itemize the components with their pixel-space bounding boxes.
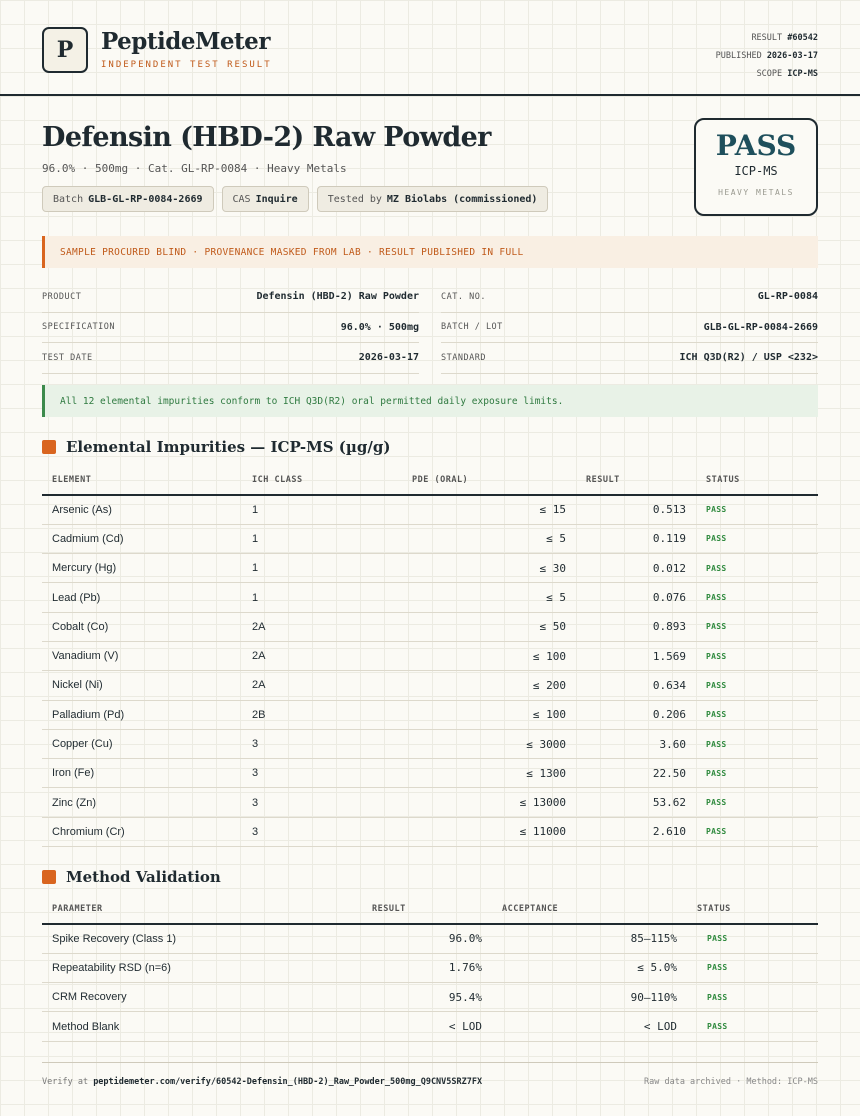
table-row — [42, 729, 818, 758]
stamp-verdict: PASS — [715, 129, 797, 162]
table-header-row — [42, 895, 818, 924]
pde-limit: ≤ 30 — [402, 554, 576, 583]
pde-limit: ≤ 5 — [402, 583, 576, 612]
ich-class: 3 — [242, 729, 402, 758]
acceptance-range: 85–115% — [492, 924, 687, 953]
status-badge: PASS — [696, 495, 818, 524]
validation-heading: Method Validation — [42, 868, 221, 886]
logo-mark: P — [42, 27, 88, 73]
info-row-test-date: TEST DATE 2026-03-17 — [42, 343, 419, 374]
result-value: 96.0% — [292, 924, 492, 953]
table-row — [42, 759, 818, 788]
element-name: Cadmium (Cd) — [42, 524, 242, 553]
element-name: Lead (Pb) — [42, 583, 242, 612]
result-value: 22.50 — [576, 759, 696, 788]
result-value: 0.206 — [576, 700, 696, 729]
table-row — [42, 583, 818, 612]
element-name: Copper (Cu) — [42, 729, 242, 758]
column-header: PDE (ORAL) — [402, 466, 576, 495]
element-name: Arsenic (As) — [42, 495, 242, 524]
ich-class: 2A — [242, 671, 402, 700]
element-name: Zinc (Zn) — [42, 788, 242, 817]
section-marker-icon — [42, 440, 56, 454]
column-header: STATUS — [696, 466, 818, 495]
table-row — [42, 1012, 818, 1041]
batch-chip: Batch GLB-GL-RP-0084-2669 — [42, 186, 214, 212]
column-header: ICH CLASS — [242, 466, 402, 495]
product-chips — [42, 186, 548, 212]
table-row — [42, 495, 818, 524]
table-row — [42, 524, 818, 553]
table-row — [42, 671, 818, 700]
element-name: Vanadium (V) — [42, 641, 242, 670]
status-badge: PASS — [696, 817, 818, 846]
parameter-name: Spike Recovery (Class 1) — [42, 924, 292, 953]
column-header: ACCEPTANCE — [492, 895, 687, 924]
table-row — [42, 953, 818, 982]
info-row-specification: SPECIFICATION 96.0% · 500mg — [42, 313, 419, 344]
footer-note: Raw data archived · Method: ICP-MS — [644, 1077, 818, 1087]
pde-limit: ≤ 100 — [402, 641, 576, 670]
result-id-line: RESULT #60542 — [751, 33, 818, 43]
product-subtitle: 96.0% · 500mg · Cat. GL-RP-0084 · Heavy Metals — [42, 162, 347, 175]
result-value: 0.076 — [576, 583, 696, 612]
info-left-column — [42, 282, 419, 372]
report-meta — [716, 29, 818, 83]
pde-limit: ≤ 5 — [402, 524, 576, 553]
column-header: STATUS — [687, 895, 818, 924]
status-badge: PASS — [696, 671, 818, 700]
status-badge: PASS — [687, 953, 818, 982]
table-row — [42, 788, 818, 817]
parameter-name: CRM Recovery — [42, 983, 292, 1012]
published-line: PUBLISHED 2026-03-17 — [715, 51, 818, 61]
ich-class: 2A — [242, 612, 402, 641]
impurities-table — [42, 466, 818, 847]
result-value: 2.610 — [576, 817, 696, 846]
result-value: 0.893 — [576, 612, 696, 641]
status-badge: PASS — [687, 983, 818, 1012]
acceptance-range: 90–110% — [492, 983, 687, 1012]
parameter-name: Method Blank — [42, 1012, 292, 1041]
brand-name: PeptideMeter — [101, 28, 270, 55]
table-row — [42, 641, 818, 670]
ich-class: 1 — [242, 583, 402, 612]
column-header: ELEMENT — [42, 466, 242, 495]
element-name: Mercury (Hg) — [42, 554, 242, 583]
status-badge: PASS — [696, 524, 818, 553]
element-name: Chromium (Cr) — [42, 817, 242, 846]
verify-link[interactable]: peptidemeter.com/verify/60542-Defensin_(HBD-2)_Raw_Powder_500mg_Q9CNV5SRZ7FX — [93, 1077, 483, 1087]
brand-tagline: INDEPENDENT TEST RESULT — [101, 60, 272, 70]
pde-limit: ≤ 13000 — [402, 788, 576, 817]
info-row-cat-no: CAT. NO. GL-RP-0084 — [441, 282, 818, 313]
column-header: RESULT — [576, 466, 696, 495]
ich-class: 3 — [242, 759, 402, 788]
stamp-category: HEAVY METALS — [718, 188, 794, 197]
result-value: 0.634 — [576, 671, 696, 700]
result-value: 0.513 — [576, 495, 696, 524]
procurement-notice: SAMPLE PROCURED BLIND · PROVENANCE MASKED FROM LAB · RESULT PUBLISHED IN FULL — [42, 236, 818, 268]
status-badge: PASS — [696, 583, 818, 612]
table-row — [42, 554, 818, 583]
element-name: Palladium (Pd) — [42, 700, 242, 729]
result-value: 3.60 — [576, 729, 696, 758]
table-row — [42, 612, 818, 641]
conformance-notice: All 12 elemental impurities conform to ICH Q3D(R2) oral permitted daily exposure limits. — [42, 385, 818, 417]
status-badge: PASS — [687, 1012, 818, 1041]
cas-chip: CAS Inquire — [222, 186, 309, 212]
column-header: RESULT — [292, 895, 492, 924]
parameter-name: Repeatability RSD (n=6) — [42, 953, 292, 982]
status-badge: PASS — [696, 729, 818, 758]
table-row — [42, 700, 818, 729]
pass-stamp — [694, 118, 818, 216]
ich-class: 2B — [242, 700, 402, 729]
info-right-column — [441, 282, 818, 372]
table-row — [42, 817, 818, 846]
report-header — [0, 0, 860, 96]
element-name: Iron (Fe) — [42, 759, 242, 788]
scope-line: SCOPE ICP-MS — [756, 69, 818, 79]
acceptance-range: ≤ 5.0% — [492, 953, 687, 982]
status-badge: PASS — [696, 759, 818, 788]
result-value: 95.4% — [292, 983, 492, 1012]
pde-limit: ≤ 100 — [402, 700, 576, 729]
validation-table — [42, 895, 818, 1042]
status-badge: PASS — [696, 641, 818, 670]
stamp-method: ICP-MS — [734, 164, 778, 178]
impurities-heading: Elemental Impurities — ICP-MS (µg/g) — [42, 438, 390, 456]
result-value: 1.76% — [292, 953, 492, 982]
result-value: 53.62 — [576, 788, 696, 817]
status-badge: PASS — [687, 924, 818, 953]
table-header-row — [42, 466, 818, 495]
table-row — [42, 983, 818, 1012]
column-header: PARAMETER — [42, 895, 292, 924]
acceptance-range: < LOD — [492, 1012, 687, 1041]
info-row-standard: STANDARD ICH Q3D(R2) / USP <232> — [441, 343, 818, 374]
status-badge: PASS — [696, 700, 818, 729]
element-name: Cobalt (Co) — [42, 612, 242, 641]
result-value: 0.012 — [576, 554, 696, 583]
ich-class: 1 — [242, 554, 402, 583]
status-badge: PASS — [696, 554, 818, 583]
product-title: Defensin (HBD-2) Raw Powder — [42, 122, 491, 153]
ich-class: 3 — [242, 817, 402, 846]
ich-class: 2A — [242, 641, 402, 670]
section-marker-icon — [42, 870, 56, 884]
status-badge: PASS — [696, 612, 818, 641]
footer-divider — [42, 1062, 818, 1063]
result-value: 0.119 — [576, 524, 696, 553]
ich-class: 1 — [242, 524, 402, 553]
result-value: 1.569 — [576, 641, 696, 670]
result-value: < LOD — [292, 1012, 492, 1041]
pde-limit: ≤ 3000 — [402, 729, 576, 758]
header-divider — [0, 94, 860, 96]
status-badge: PASS — [696, 788, 818, 817]
verify-line: Verify at peptidemeter.com/verify/60542-Defensin_(HBD-2)_Raw_Powder_500mg_Q9CNV5SRZ7FX — [42, 1077, 483, 1087]
info-row-product: PRODUCT Defensin (HBD-2) Raw Powder — [42, 282, 419, 313]
ich-class: 3 — [242, 788, 402, 817]
pde-limit: ≤ 15 — [402, 495, 576, 524]
pde-limit: ≤ 11000 — [402, 817, 576, 846]
tested-by-chip: Tested by MZ Biolabs (commissioned) — [317, 186, 549, 212]
pde-limit: ≤ 50 — [402, 612, 576, 641]
pde-limit: ≤ 1300 — [402, 759, 576, 788]
table-row — [42, 924, 818, 953]
element-name: Nickel (Ni) — [42, 671, 242, 700]
info-row-batch-lot: BATCH / LOT GLB-GL-RP-0084-2669 — [441, 313, 818, 344]
pde-limit: ≤ 200 — [402, 671, 576, 700]
ich-class: 1 — [242, 495, 402, 524]
